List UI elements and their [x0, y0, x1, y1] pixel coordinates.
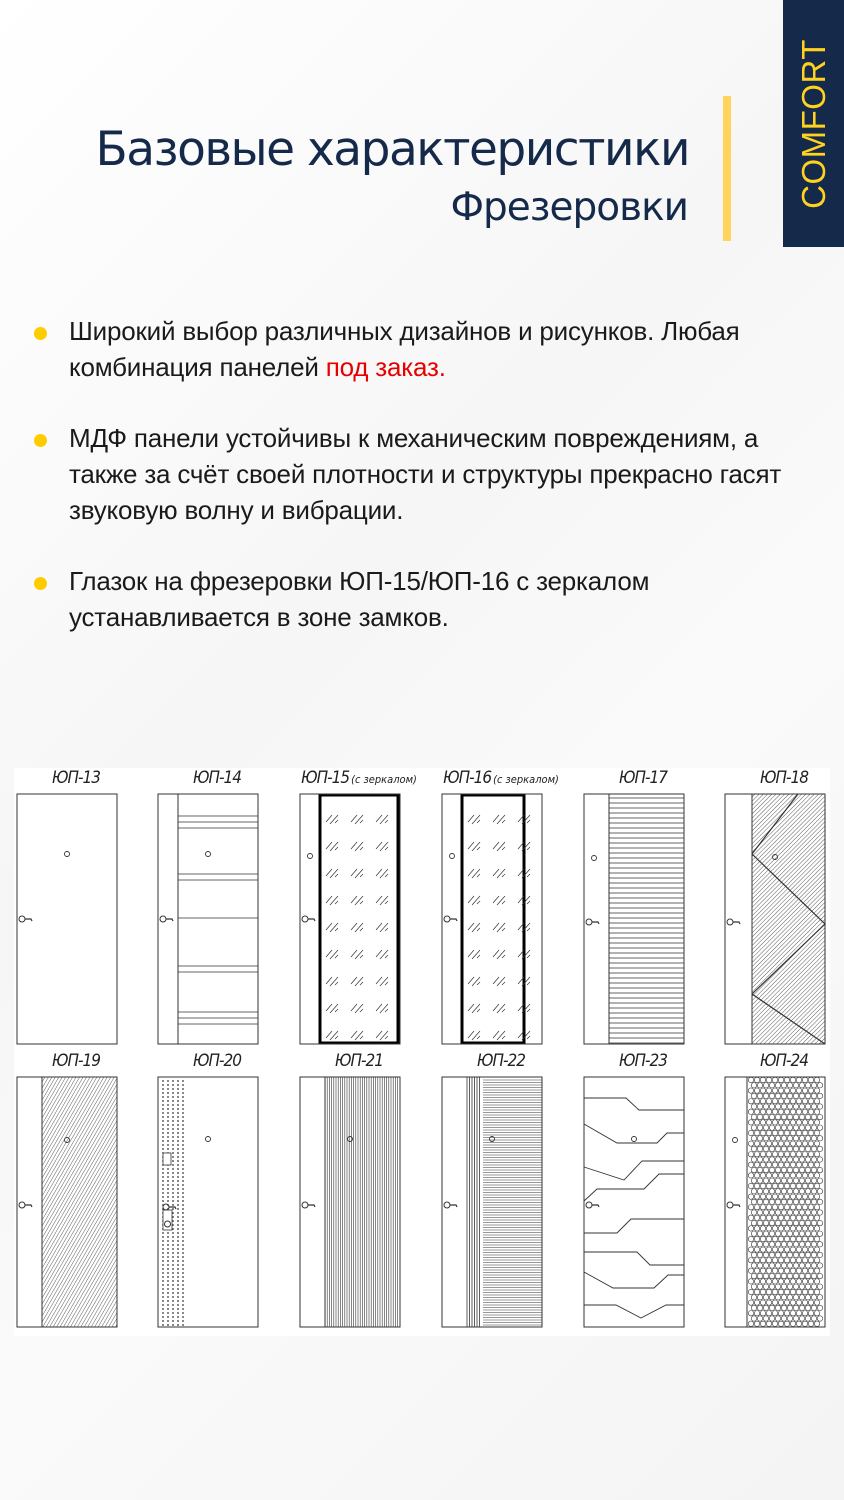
bullet-dot-icon: [34, 434, 47, 447]
door-drawing-icon: [441, 793, 543, 1050]
door-code-label: ЮП-16 (с зеркалом): [443, 768, 559, 788]
feature-item: [32, 563, 832, 635]
door-code-label: ЮП-20: [193, 1051, 241, 1071]
door-drawing-icon: [157, 793, 259, 1050]
door-note: (с зеркалом): [351, 773, 417, 786]
accent-bar: [723, 96, 731, 241]
door-code-label: ЮП-24: [760, 1051, 808, 1071]
bullet-dot-icon: [34, 327, 47, 340]
door-drawing-icon: [583, 1076, 685, 1333]
door-drawing-icon: [724, 793, 826, 1050]
door-code-label: ЮП-23: [619, 1051, 667, 1071]
door-code-label: ЮП-21: [335, 1051, 383, 1071]
door-code-label: ЮП-13: [52, 768, 100, 788]
door-drawing-icon: [157, 1076, 259, 1333]
door-drawing-icon: [16, 793, 118, 1050]
door-drawing-icon: [299, 1076, 401, 1333]
feature-text: Широкий выбор различных дизайнов и рисунков. Любая комбинация панелей: [69, 316, 740, 382]
feature-list: [32, 313, 832, 635]
door-note: (с зеркалом): [493, 773, 559, 786]
door-drawing-icon: [16, 1076, 118, 1333]
door-code-label: ЮП-19: [52, 1051, 100, 1071]
door-code-label: ЮП-15 (с зеркалом): [301, 768, 417, 788]
door-drawing-icon: [724, 1076, 826, 1333]
door-code-label: ЮП-14: [193, 768, 241, 788]
door-drawing-icon: [299, 793, 401, 1050]
door-drawing-icon: [583, 793, 685, 1050]
door-code-label: ЮП-17: [619, 768, 667, 788]
door-code-label: ЮП-22: [477, 1051, 525, 1071]
feature-text: Глазок на фрезеровки ЮП-15/ЮП-16 с зеркалом устанавливается в зоне замков.: [69, 566, 650, 632]
page-title: Базовые характеристики: [95, 122, 689, 177]
bullet-dot-icon: [34, 577, 47, 590]
page-subtitle: Фрезеровки: [450, 185, 688, 230]
door-code-label: ЮП-18: [760, 768, 808, 788]
feature-item: [32, 313, 832, 385]
brand-tab-label: COMFORT: [794, 38, 832, 209]
feature-text: МДФ панели устойчивы к механическим повреждениям, а также за счёт своей плотности и структуры прекрасно гасят звуковую волну и вибрации.: [69, 423, 782, 525]
door-grid: [14, 768, 830, 1336]
door-catalog-panel: [14, 768, 830, 1336]
brand-tab: [783, 0, 844, 247]
feature-item: [32, 420, 832, 528]
feature-highlight: под заказ.: [325, 352, 446, 382]
door-drawing-icon: [441, 1076, 543, 1333]
